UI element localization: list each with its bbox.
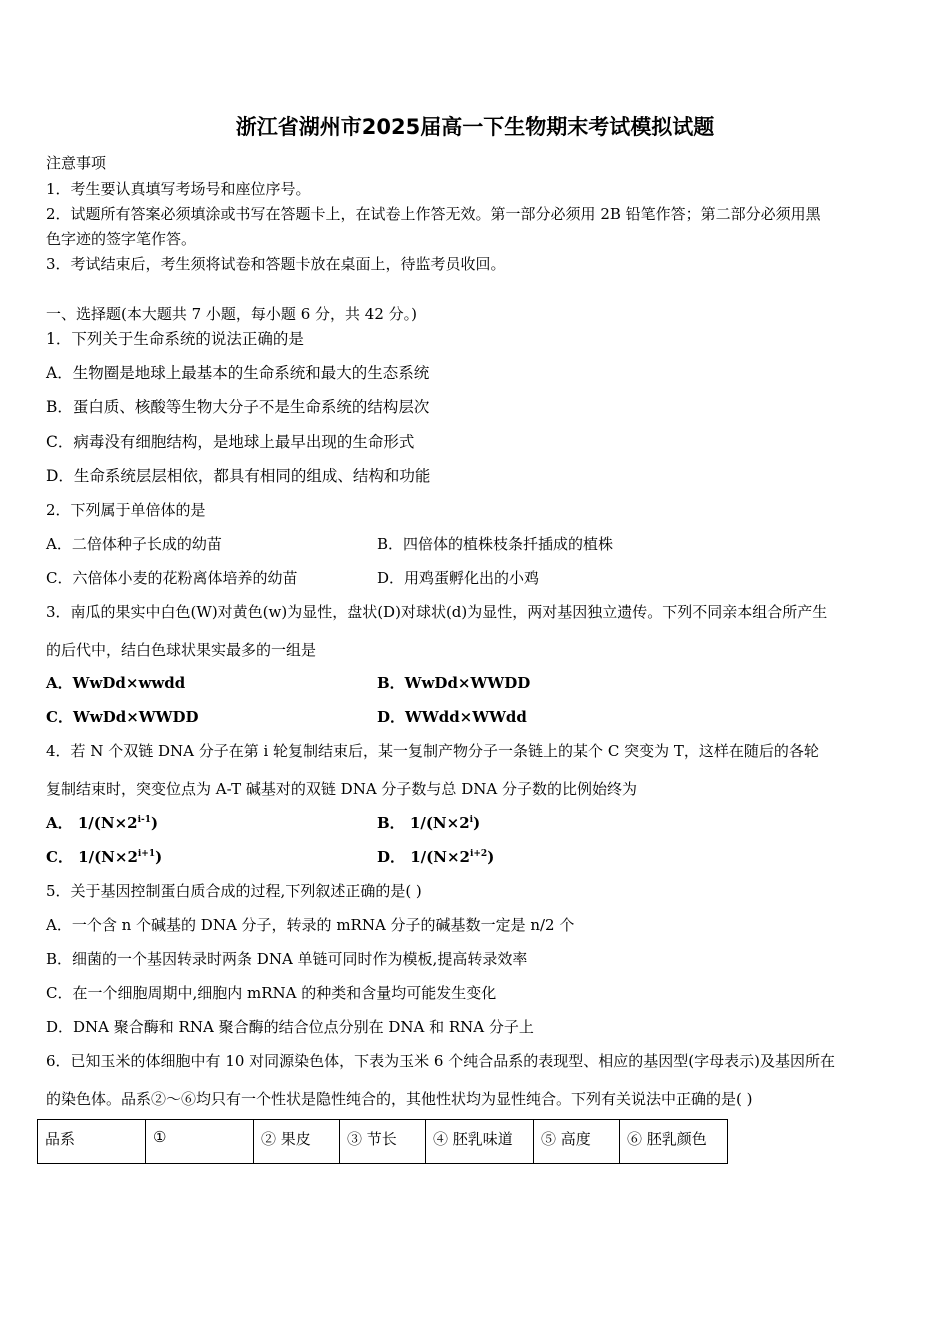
- option-text: D． 1/(N×2: [377, 848, 470, 866]
- table-cell: 品系: [38, 1120, 146, 1164]
- table-cell: ④ 胚乳味道: [426, 1120, 534, 1164]
- notice-item: 2．试题所有答案必须填涂或书写在答题卡上，在试卷上作答无效。第一部分必须用 2B 铅笔作答；第二部分必须用黑: [46, 205, 821, 223]
- question-2-option-d: D．用鸡蛋孵化出的小鸡: [377, 569, 540, 587]
- question-2-stem: 2．下列属于单倍体的是: [46, 501, 206, 519]
- table-cell: ⑥ 胚乳颜色: [620, 1120, 728, 1164]
- question-4-stem-cont: 复制结束时，突变位点为 A-T 碱基对的双链 DNA 分子数与总 DNA 分子数的比例始终为: [46, 780, 637, 798]
- page-title: 浙江省湖州市2025届高一下生物期末考试模拟试题: [235, 115, 715, 139]
- question-1-option-b: B．蛋白质、核酸等生物大分子不是生命系统的结构层次: [46, 398, 430, 416]
- option-close: ): [151, 814, 159, 832]
- question-1-option-d: D．生命系统层层相依，都具有相同的组成、结构和功能: [46, 467, 431, 485]
- question-5-stem: 5．关于基因控制蛋白质合成的过程,下列叙述正确的是( ): [46, 882, 422, 900]
- strain-table: [37, 1119, 728, 1164]
- question-3-stem-cont: 的后代中，结白色球状果实最多的一组是: [46, 641, 317, 659]
- option-text: A． 1/(N×2: [46, 814, 138, 832]
- option-exponent: i+2: [469, 849, 488, 859]
- section-heading: 一、选择题(本大题共 7 小题，每小题 6 分，共 42 分。): [46, 305, 417, 323]
- table-cell: ⑤ 高度: [534, 1120, 620, 1164]
- question-5-option-a: A．一个含 n 个碱基的 DNA 分子，转录的 mRNA 分子的碱基数一定是 n/2 个: [46, 916, 575, 934]
- question-5-option-b: B．细菌的一个基因转录时两条 DNA 单链可同时作为模板,提高转录效率: [46, 950, 528, 968]
- question-4-option-a: [46, 812, 158, 833]
- question-4-option-c: [46, 846, 162, 867]
- notice-heading: 注意事项: [46, 154, 107, 172]
- option-close: ): [155, 848, 163, 866]
- table-cell: ② 果皮: [254, 1120, 340, 1164]
- question-1-stem: 1．下列关于生命系统的说法正确的是: [46, 330, 304, 348]
- question-4-option-b: [377, 812, 480, 833]
- option-exponent: i-1: [137, 815, 152, 825]
- question-6-stem-cont: 的染色体。品系②～⑥均只有一个性状是隐性纯合的，其他性状均为显性纯合。下列有关说法中正确的是( ): [46, 1090, 753, 1108]
- question-4-option-d: [377, 846, 494, 867]
- question-1-option-a: A．生物圈是地球上最基本的生命系统和最大的生态系统: [46, 364, 430, 382]
- question-2-option-a: A．二倍体种子长成的幼苗: [46, 535, 222, 553]
- question-4-stem: 4．若 N 个双链 DNA 分子在第 i 轮复制结束后，某一复制产物分子一条链上的某个 C 突变为 T，这样在随后的各轮: [46, 742, 819, 760]
- question-2-option-c: C．六倍体小麦的花粉离体培养的幼苗: [46, 569, 298, 587]
- option-close: ): [487, 848, 495, 866]
- table-header-row: [38, 1120, 728, 1164]
- question-5-option-d: D．DNA 聚合酶和 RNA 聚合酶的结合位点分别在 DNA 和 RNA 分子上: [46, 1018, 534, 1036]
- question-5-option-c: C．在一个细胞周期中,细胞内 mRNA 的种类和含量均可能发生变化: [46, 984, 497, 1002]
- notice-item: 色字迹的签字笔作答。: [46, 230, 197, 248]
- notice-item: 1．考生要认真填写考场号和座位序号。: [46, 180, 311, 198]
- option-exponent: i: [469, 815, 474, 825]
- table-cell: ①: [146, 1120, 254, 1164]
- question-3-option-d: D．WWdd×WWdd: [377, 708, 527, 726]
- option-text: B． 1/(N×2: [377, 814, 470, 832]
- option-close: ): [473, 814, 481, 832]
- question-3-option-b: B．WwDd×WWDD: [377, 674, 531, 692]
- question-3-stem: 3．南瓜的果实中白色(W)对黄色(w)为显性，盘状(D)对球状(d)为显性，两对基因独立遗传。下列不同亲本组合所产生: [46, 603, 828, 621]
- question-6-stem: 6．已知玉米的体细胞中有 10 对同源染色体，下表为玉米 6 个纯合品系的表现型、相应的基因型(字母表示)及基因所在: [46, 1052, 835, 1070]
- question-1-option-c: C．病毒没有细胞结构，是地球上最早出现的生命形式: [46, 433, 415, 451]
- option-exponent: i+1: [137, 849, 156, 859]
- option-text: C． 1/(N×2: [46, 848, 138, 866]
- notice-item: 3．考试结束后，考生须将试卷和答题卡放在桌面上，待监考员收回。: [46, 255, 506, 273]
- question-3-option-c: C．WwDd×WWDD: [46, 708, 199, 726]
- question-2-option-b: B．四倍体的植株枝条扦插成的植株: [377, 535, 614, 553]
- question-3-option-a: A．WwDd×wwdd: [46, 674, 186, 692]
- table-cell: ③ 节长: [340, 1120, 426, 1164]
